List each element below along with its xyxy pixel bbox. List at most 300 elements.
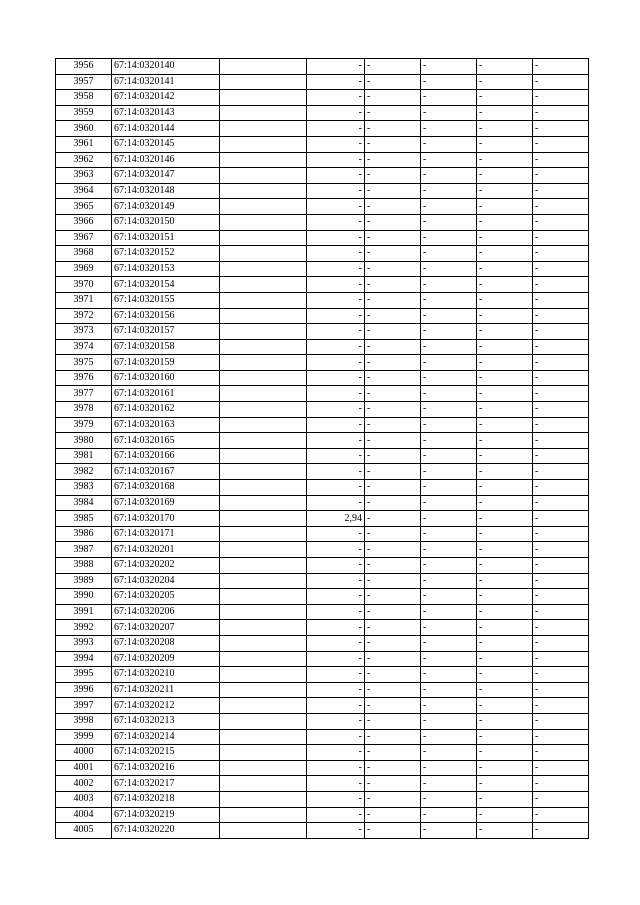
value-cell-2: - (421, 168, 477, 184)
cadastral-number-cell: 67:14:0320161 (112, 386, 220, 402)
cadastral-number-cell: 67:14:0320158 (112, 339, 220, 355)
table-row (56, 246, 589, 262)
row-number-cell: 4004 (56, 807, 112, 823)
value-cell-4: - (533, 183, 589, 199)
cadastral-number-cell: 67:14:0320141 (112, 74, 220, 90)
value-cell-4: - (533, 635, 589, 651)
area-cell: - (307, 246, 365, 262)
cadastral-number-cell: 67:14:0320167 (112, 464, 220, 480)
row-number-cell: 3968 (56, 246, 112, 262)
table-row (56, 105, 589, 121)
value-cell-2: - (421, 355, 477, 371)
row-number-cell: 3998 (56, 713, 112, 729)
value-cell-1: - (365, 480, 421, 496)
value-cell-3: - (477, 776, 533, 792)
value-cell-1: - (365, 59, 421, 75)
table-row (56, 760, 589, 776)
cadastral-number-cell: 67:14:0320157 (112, 324, 220, 340)
value-cell-3: - (477, 729, 533, 745)
value-cell-4: - (533, 589, 589, 605)
table-row (56, 448, 589, 464)
value-cell-1: - (365, 417, 421, 433)
cadastral-number-cell: 67:14:0320162 (112, 402, 220, 418)
value-cell-4: - (533, 807, 589, 823)
empty-cell (220, 526, 307, 542)
value-cell-2: - (421, 729, 477, 745)
value-cell-4: - (533, 246, 589, 262)
row-number-cell: 3989 (56, 573, 112, 589)
empty-cell (220, 230, 307, 246)
value-cell-4: - (533, 511, 589, 527)
table-row (56, 277, 589, 293)
area-cell: - (307, 682, 365, 698)
cadastral-number-cell: 67:14:0320205 (112, 589, 220, 605)
value-cell-1: - (365, 246, 421, 262)
value-cell-2: - (421, 495, 477, 511)
value-cell-2: - (421, 292, 477, 308)
value-cell-3: - (477, 308, 533, 324)
value-cell-1: - (365, 589, 421, 605)
value-cell-1: - (365, 90, 421, 106)
area-cell: - (307, 807, 365, 823)
value-cell-2: - (421, 214, 477, 230)
value-cell-2: - (421, 526, 477, 542)
value-cell-2: - (421, 121, 477, 137)
cadastral-number-cell: 67:14:0320154 (112, 277, 220, 293)
value-cell-3: - (477, 791, 533, 807)
area-cell: - (307, 355, 365, 371)
value-cell-4: - (533, 370, 589, 386)
row-number-cell: 3984 (56, 495, 112, 511)
table-row (56, 495, 589, 511)
area-cell: - (307, 464, 365, 480)
value-cell-2: - (421, 183, 477, 199)
value-cell-2: - (421, 277, 477, 293)
value-cell-4: - (533, 433, 589, 449)
empty-cell (220, 324, 307, 340)
cadastral-number-cell: 67:14:0320204 (112, 573, 220, 589)
value-cell-4: - (533, 308, 589, 324)
table-row (56, 230, 589, 246)
value-cell-3: - (477, 713, 533, 729)
value-cell-4: - (533, 729, 589, 745)
empty-cell (220, 90, 307, 106)
value-cell-3: - (477, 121, 533, 137)
table-row (56, 480, 589, 496)
value-cell-4: - (533, 480, 589, 496)
table-row (56, 558, 589, 574)
table-row (56, 526, 589, 542)
area-cell: - (307, 105, 365, 121)
value-cell-4: - (533, 355, 589, 371)
empty-cell (220, 152, 307, 168)
value-cell-2: - (421, 558, 477, 574)
value-cell-3: - (477, 183, 533, 199)
row-number-cell: 3981 (56, 448, 112, 464)
value-cell-1: - (365, 199, 421, 215)
value-cell-1: - (365, 214, 421, 230)
cadastral-number-cell: 67:14:0320209 (112, 651, 220, 667)
row-number-cell: 3961 (56, 136, 112, 152)
empty-cell (220, 667, 307, 683)
value-cell-1: - (365, 324, 421, 340)
value-cell-1: - (365, 355, 421, 371)
value-cell-3: - (477, 823, 533, 839)
value-cell-1: - (365, 464, 421, 480)
cadastral-number-cell: 67:14:0320218 (112, 791, 220, 807)
area-cell: - (307, 230, 365, 246)
value-cell-1: - (365, 776, 421, 792)
value-cell-3: - (477, 277, 533, 293)
value-cell-2: - (421, 480, 477, 496)
value-cell-2: - (421, 152, 477, 168)
empty-cell (220, 589, 307, 605)
value-cell-4: - (533, 620, 589, 636)
cadastral-number-cell: 67:14:0320165 (112, 433, 220, 449)
table-row (56, 199, 589, 215)
area-cell: - (307, 573, 365, 589)
cadastral-number-cell: 67:14:0320217 (112, 776, 220, 792)
empty-cell (220, 604, 307, 620)
cadastral-number-cell: 67:14:0320216 (112, 760, 220, 776)
value-cell-4: - (533, 59, 589, 75)
empty-cell (220, 355, 307, 371)
empty-cell (220, 823, 307, 839)
value-cell-1: - (365, 558, 421, 574)
area-cell: - (307, 776, 365, 792)
cadastral-number-cell: 67:14:0320219 (112, 807, 220, 823)
empty-cell (220, 682, 307, 698)
row-number-cell: 3956 (56, 59, 112, 75)
value-cell-3: - (477, 214, 533, 230)
value-cell-1: - (365, 339, 421, 355)
cadastral-number-cell: 67:14:0320213 (112, 713, 220, 729)
empty-cell (220, 495, 307, 511)
empty-cell (220, 542, 307, 558)
value-cell-2: - (421, 713, 477, 729)
cadastral-number-cell: 67:14:0320207 (112, 620, 220, 636)
value-cell-2: - (421, 136, 477, 152)
value-cell-1: - (365, 604, 421, 620)
value-cell-1: - (365, 136, 421, 152)
value-cell-3: - (477, 402, 533, 418)
area-cell: - (307, 651, 365, 667)
table-row (56, 791, 589, 807)
value-cell-2: - (421, 589, 477, 605)
value-cell-3: - (477, 74, 533, 90)
value-cell-1: - (365, 635, 421, 651)
empty-cell (220, 370, 307, 386)
table-row (56, 635, 589, 651)
value-cell-2: - (421, 448, 477, 464)
value-cell-1: - (365, 823, 421, 839)
cadastral-number-cell: 67:14:0320170 (112, 511, 220, 527)
area-cell: - (307, 90, 365, 106)
value-cell-4: - (533, 448, 589, 464)
table-row (56, 386, 589, 402)
value-cell-1: - (365, 495, 421, 511)
value-cell-2: - (421, 776, 477, 792)
value-cell-4: - (533, 542, 589, 558)
table-row (56, 261, 589, 277)
area-cell: - (307, 386, 365, 402)
row-number-cell: 4003 (56, 791, 112, 807)
empty-cell (220, 745, 307, 761)
value-cell-1: - (365, 277, 421, 293)
value-cell-2: - (421, 667, 477, 683)
cadastral-table (55, 58, 589, 839)
value-cell-3: - (477, 386, 533, 402)
area-cell: 2,94 (307, 511, 365, 527)
row-number-cell: 3962 (56, 152, 112, 168)
empty-cell (220, 791, 307, 807)
area-cell: - (307, 542, 365, 558)
value-cell-1: - (365, 713, 421, 729)
empty-cell (220, 199, 307, 215)
value-cell-2: - (421, 807, 477, 823)
table-row (56, 90, 589, 106)
table-row (56, 370, 589, 386)
value-cell-4: - (533, 292, 589, 308)
value-cell-2: - (421, 261, 477, 277)
empty-cell (220, 402, 307, 418)
area-cell: - (307, 713, 365, 729)
table-row (56, 324, 589, 340)
empty-cell (220, 74, 307, 90)
cadastral-number-cell: 67:14:0320156 (112, 308, 220, 324)
value-cell-2: - (421, 324, 477, 340)
table-row (56, 729, 589, 745)
value-cell-2: - (421, 635, 477, 651)
area-cell: - (307, 214, 365, 230)
empty-cell (220, 464, 307, 480)
row-number-cell: 4002 (56, 776, 112, 792)
value-cell-1: - (365, 105, 421, 121)
empty-cell (220, 760, 307, 776)
value-cell-1: - (365, 261, 421, 277)
value-cell-4: - (533, 667, 589, 683)
empty-cell (220, 573, 307, 589)
area-cell: - (307, 558, 365, 574)
value-cell-3: - (477, 246, 533, 262)
empty-cell (220, 480, 307, 496)
value-cell-1: - (365, 168, 421, 184)
area-cell: - (307, 261, 365, 277)
value-cell-3: - (477, 152, 533, 168)
value-cell-1: - (365, 511, 421, 527)
area-cell: - (307, 495, 365, 511)
value-cell-4: - (533, 573, 589, 589)
area-cell: - (307, 729, 365, 745)
value-cell-3: - (477, 526, 533, 542)
cadastral-number-cell: 67:14:0320171 (112, 526, 220, 542)
area-cell: - (307, 402, 365, 418)
value-cell-3: - (477, 651, 533, 667)
empty-cell (220, 386, 307, 402)
row-number-cell: 3992 (56, 620, 112, 636)
value-cell-2: - (421, 433, 477, 449)
cadastral-number-cell: 67:14:0320210 (112, 667, 220, 683)
table-row (56, 667, 589, 683)
value-cell-3: - (477, 168, 533, 184)
empty-cell (220, 511, 307, 527)
row-number-cell: 3975 (56, 355, 112, 371)
table-row (56, 589, 589, 605)
value-cell-1: - (365, 526, 421, 542)
value-cell-3: - (477, 807, 533, 823)
value-cell-3: - (477, 589, 533, 605)
value-cell-3: - (477, 59, 533, 75)
row-number-cell: 3991 (56, 604, 112, 620)
value-cell-4: - (533, 152, 589, 168)
row-number-cell: 3979 (56, 417, 112, 433)
value-cell-3: - (477, 495, 533, 511)
value-cell-3: - (477, 433, 533, 449)
value-cell-2: - (421, 308, 477, 324)
row-number-cell: 4000 (56, 745, 112, 761)
value-cell-4: - (533, 168, 589, 184)
area-cell: - (307, 823, 365, 839)
value-cell-4: - (533, 713, 589, 729)
value-cell-2: - (421, 573, 477, 589)
value-cell-2: - (421, 59, 477, 75)
table-row (56, 713, 589, 729)
table-row (56, 417, 589, 433)
value-cell-1: - (365, 729, 421, 745)
value-cell-1: - (365, 651, 421, 667)
table-row (56, 620, 589, 636)
value-cell-3: - (477, 698, 533, 714)
value-cell-1: - (365, 542, 421, 558)
value-cell-4: - (533, 776, 589, 792)
value-cell-4: - (533, 682, 589, 698)
value-cell-1: - (365, 152, 421, 168)
value-cell-2: - (421, 823, 477, 839)
empty-cell (220, 59, 307, 75)
value-cell-4: - (533, 277, 589, 293)
area-cell: - (307, 589, 365, 605)
value-cell-2: - (421, 542, 477, 558)
cadastral-number-cell: 67:14:0320206 (112, 604, 220, 620)
value-cell-3: - (477, 448, 533, 464)
table-row (56, 214, 589, 230)
area-cell: - (307, 308, 365, 324)
value-cell-3: - (477, 620, 533, 636)
row-number-cell: 3971 (56, 292, 112, 308)
value-cell-4: - (533, 214, 589, 230)
row-number-cell: 3997 (56, 698, 112, 714)
row-number-cell: 3978 (56, 402, 112, 418)
table-row (56, 152, 589, 168)
value-cell-3: - (477, 604, 533, 620)
value-cell-3: - (477, 635, 533, 651)
table-row (56, 292, 589, 308)
cadastral-number-cell: 67:14:0320220 (112, 823, 220, 839)
empty-cell (220, 698, 307, 714)
row-number-cell: 3969 (56, 261, 112, 277)
cadastral-number-cell: 67:14:0320202 (112, 558, 220, 574)
value-cell-2: - (421, 791, 477, 807)
value-cell-1: - (365, 698, 421, 714)
area-cell: - (307, 121, 365, 137)
value-cell-3: - (477, 261, 533, 277)
area-cell: - (307, 433, 365, 449)
cadastral-number-cell: 67:14:0320150 (112, 214, 220, 230)
cadastral-number-cell: 67:14:0320160 (112, 370, 220, 386)
value-cell-3: - (477, 339, 533, 355)
value-cell-4: - (533, 230, 589, 246)
table-row (56, 183, 589, 199)
value-cell-3: - (477, 573, 533, 589)
value-cell-4: - (533, 745, 589, 761)
row-number-cell: 3999 (56, 729, 112, 745)
cadastral-number-cell: 67:14:0320143 (112, 105, 220, 121)
table-row (56, 339, 589, 355)
row-number-cell: 3982 (56, 464, 112, 480)
area-cell: - (307, 791, 365, 807)
value-cell-2: - (421, 620, 477, 636)
value-cell-4: - (533, 339, 589, 355)
row-number-cell: 3974 (56, 339, 112, 355)
row-number-cell: 4005 (56, 823, 112, 839)
table-row (56, 573, 589, 589)
value-cell-1: - (365, 791, 421, 807)
row-number-cell: 3977 (56, 386, 112, 402)
value-cell-4: - (533, 386, 589, 402)
row-number-cell: 3965 (56, 199, 112, 215)
value-cell-2: - (421, 417, 477, 433)
empty-cell (220, 558, 307, 574)
value-cell-4: - (533, 105, 589, 121)
table-row (56, 604, 589, 620)
value-cell-2: - (421, 651, 477, 667)
cadastral-number-cell: 67:14:0320215 (112, 745, 220, 761)
value-cell-1: - (365, 760, 421, 776)
empty-cell (220, 168, 307, 184)
table-row (56, 136, 589, 152)
row-number-cell: 3973 (56, 324, 112, 340)
table-row (56, 59, 589, 75)
value-cell-4: - (533, 651, 589, 667)
cadastral-number-cell: 67:14:0320212 (112, 698, 220, 714)
value-cell-4: - (533, 261, 589, 277)
cadastral-number-cell: 67:14:0320159 (112, 355, 220, 371)
cadastral-number-cell: 67:14:0320144 (112, 121, 220, 137)
empty-cell (220, 214, 307, 230)
value-cell-3: - (477, 136, 533, 152)
empty-cell (220, 183, 307, 199)
area-cell: - (307, 604, 365, 620)
value-cell-3: - (477, 292, 533, 308)
value-cell-3: - (477, 480, 533, 496)
row-number-cell: 3993 (56, 635, 112, 651)
table-row (56, 651, 589, 667)
table-row (56, 823, 589, 839)
area-cell: - (307, 698, 365, 714)
value-cell-4: - (533, 136, 589, 152)
value-cell-4: - (533, 121, 589, 137)
value-cell-4: - (533, 495, 589, 511)
row-number-cell: 4001 (56, 760, 112, 776)
empty-cell (220, 729, 307, 745)
table-row (56, 402, 589, 418)
empty-cell (220, 121, 307, 137)
empty-cell (220, 277, 307, 293)
cadastral-number-cell: 67:14:0320214 (112, 729, 220, 745)
area-cell: - (307, 74, 365, 90)
value-cell-1: - (365, 230, 421, 246)
value-cell-1: - (365, 448, 421, 464)
